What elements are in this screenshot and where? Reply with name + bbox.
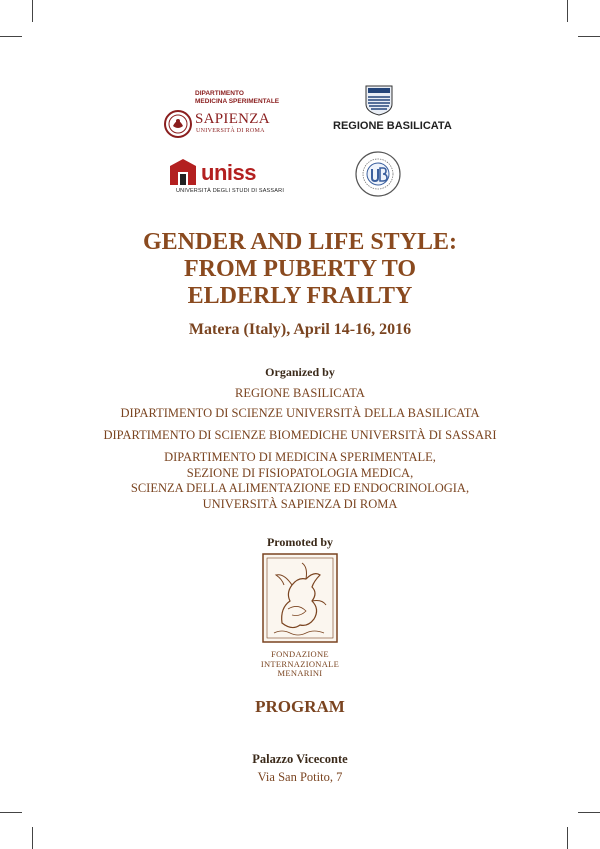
- menarini-foundation-name: FONDAZIONE INTERNAZIONALE MENARINI: [260, 649, 340, 678]
- unibas-seal-icon: [354, 150, 402, 198]
- venue-name: Palazzo Viceconte: [252, 752, 348, 766]
- uniss-name: uniss: [201, 160, 256, 185]
- organizer-entry: DIPARTIMENTO DI SCIENZE BIOMEDICHE UNIVERSITÀ DI SASSARI: [103, 428, 497, 442]
- promoted-by-heading: Promoted by: [266, 535, 334, 549]
- organized-by-heading: Organized by: [265, 365, 335, 379]
- uniss-mark-icon: [168, 158, 198, 186]
- uniss-sub: UNIVERSITÀ DEGLI STUDI DI SASSARI: [176, 188, 285, 194]
- sapienza-dept-label: DIPARTIMENTO MEDICINA SPERIMENTALE: [195, 90, 280, 105]
- organizer-entry: DIPARTIMENTO DI SCIENZE UNIVERSITÀ DELLA BASILICATA: [120, 406, 480, 420]
- crop-mark: [0, 812, 22, 813]
- crop-mark: [567, 0, 568, 22]
- page-title: GENDER AND LIFE STYLE: FROM PUBERTY TO ELDERLY FRAILTY: [142, 229, 458, 309]
- regione-name: REGIONE BASILICATA: [333, 120, 452, 132]
- organizer-block: DIPARTIMENTO DI MEDICINA SPERIMENTALE, SEZIONE DI FISIOPATOLOGIA MEDICA, SCIENZA DELLA ALIMENTAZIONE ED ENDOCRINOLOGIA, UNIVERSITÀ SAPIENZA DI ROMA: [130, 450, 470, 511]
- sapienza-sub: UNIVERSITÀ DI ROMA: [196, 128, 265, 134]
- sapienza-name: SAPIENZA: [195, 111, 270, 127]
- crop-mark: [578, 812, 600, 813]
- crop-mark: [578, 36, 600, 37]
- sapienza-seal-icon: [164, 110, 192, 138]
- crop-mark: [32, 827, 33, 849]
- menarini-foundation-emblem: [262, 553, 338, 643]
- crop-mark: [0, 36, 22, 37]
- regione-crest-icon: [364, 84, 394, 116]
- crop-mark: [32, 0, 33, 22]
- crop-mark: [567, 827, 568, 849]
- organizer-entry: REGIONE BASILICATA: [235, 386, 365, 400]
- event-date-location: Matera (Italy), April 14-16, 2016: [188, 321, 412, 338]
- venue-address: Via San Potito, 7: [257, 770, 343, 784]
- program-heading: PROGRAM: [255, 697, 345, 716]
